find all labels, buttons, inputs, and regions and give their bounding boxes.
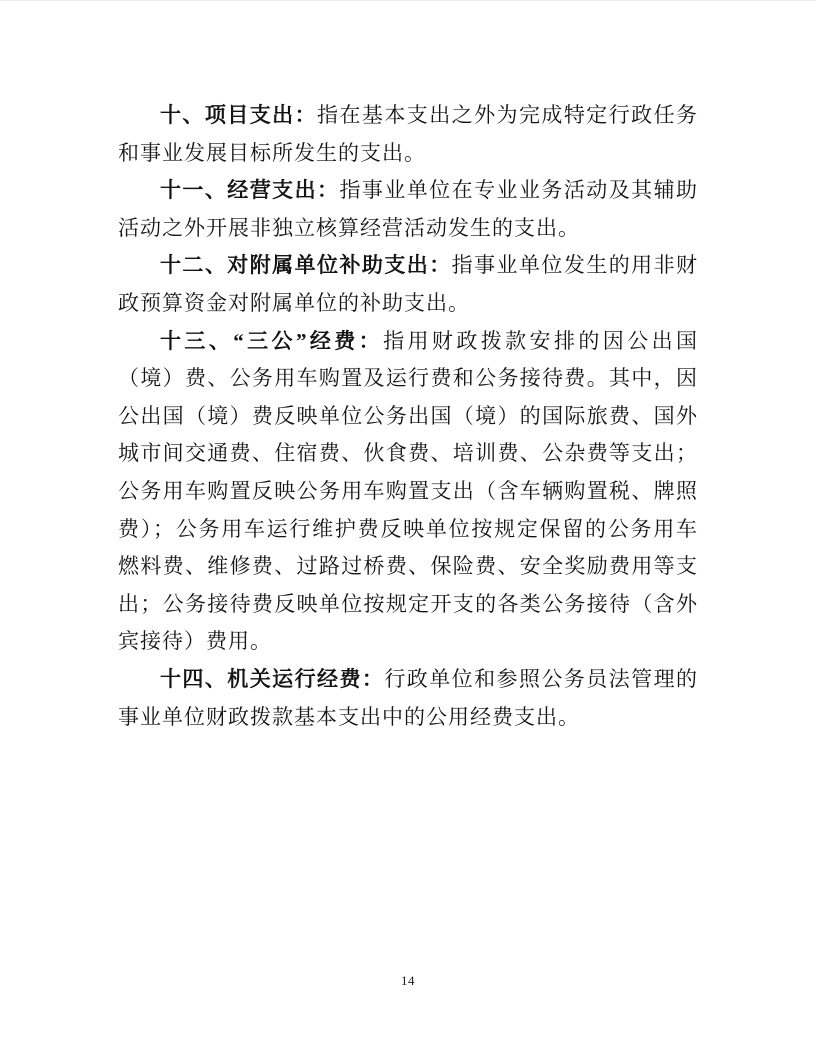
paragraph-three-public-funds <box>118 323 698 661</box>
paragraph-operating-expenditure <box>118 172 698 247</box>
paragraph-project-expenditure <box>118 97 698 172</box>
paragraph-subsidy-to-affiliates <box>118 247 698 322</box>
paragraph-heading: 十一、经营支出： <box>160 178 340 203</box>
paragraph-text: 指事业单位发生的用非财政预算资金对附属单位的补助支出。 <box>118 253 699 315</box>
document-body <box>118 97 698 736</box>
paragraph-text: 指在基本支出之外为完成特定行政任务和事业发展目标所发生的支出。 <box>118 103 699 165</box>
paragraph-agency-operating-funds <box>118 661 698 736</box>
paragraph-heading: 十二、对附属单位补助支出： <box>160 253 452 278</box>
paragraph-heading: 十四、机关运行经费： <box>160 666 385 691</box>
paragraph-heading: 十三、“三公”经费： <box>160 328 384 353</box>
paragraph-heading: 十、项目支出： <box>160 103 318 127</box>
paragraph-text: 指用财政拨款安排的因公出国（境）费、公务用车购置及运行费和公务接待费。其中，因公出国（境）费反映单位公务出国（境）的国际旅费、国外城市间交通费、住宿费、伙食费、培训费、公杂费等支出；公务用车购置反映公务用车购置支出（含车辆购置税、牌照费）；公务用车运行维护费反映单位按规定保留的公务用车燃料费、维修费、过路过桥费、保险费、安全奖励费用等支出；公务接待费反映单位按规定开支的各类公务接待（含外宾接待）费用。 <box>118 328 699 654</box>
paragraph-text: 指事业单位在专业业务活动及其辅助活动之外开展非独立核算经营活动发生的支出。 <box>118 178 699 240</box>
paragraph-text: 行政单位和参照公务员法管理的事业单位财政拨款基本支出中的公用经费支出。 <box>118 666 699 729</box>
page-number: 14 <box>401 973 415 988</box>
